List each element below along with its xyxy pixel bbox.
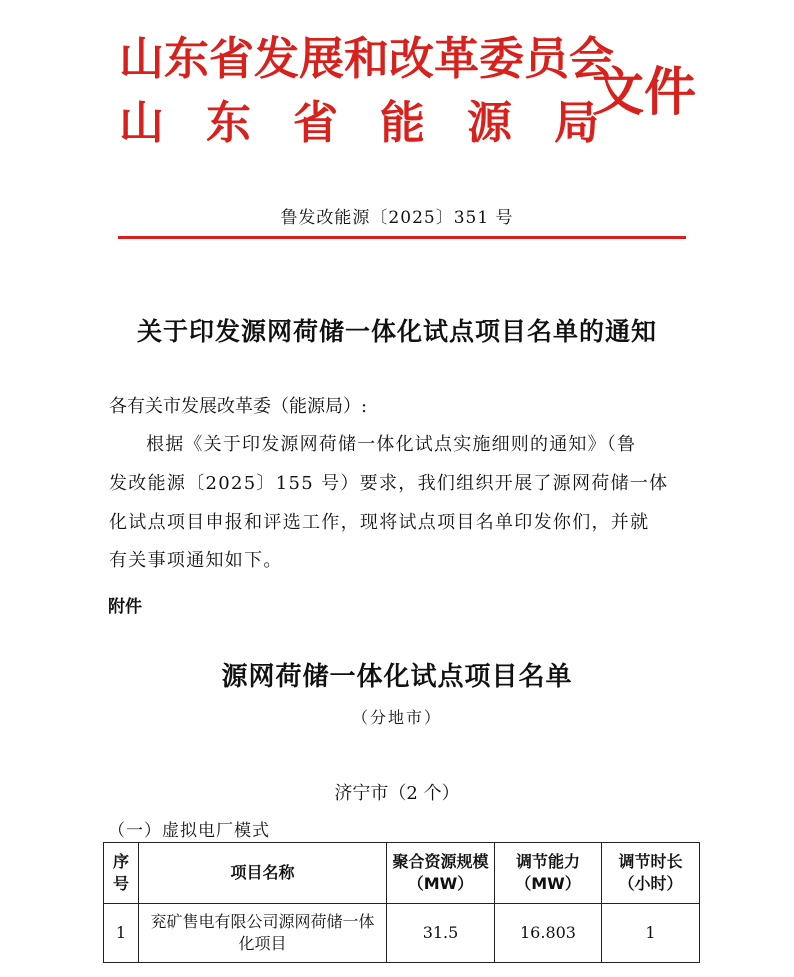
cell-scale: 31.5 [387, 904, 495, 963]
table-row [104, 904, 700, 963]
attachment-label: 附件 [108, 597, 142, 617]
list-title: 源网荷储一体化试点项目名单 [221, 662, 573, 692]
cell-capacity: 16.803 [495, 904, 602, 963]
project-table [103, 842, 700, 963]
body-line: 化试点项目申报和评选工作，现将试点项目名单印发你们，并就 [109, 512, 650, 533]
red-divider [118, 236, 686, 239]
cell-name: 兖矿售电有限公司源网荷储一体化项目 [139, 904, 387, 963]
col-header-index: 序号 [104, 843, 139, 904]
mode-heading: （一）虚拟电厂模式 [108, 821, 270, 841]
col-header-name: 项目名称 [139, 843, 387, 904]
col-header-scale: 聚合资源规模（MW） [387, 843, 495, 904]
body-line: 发改能源〔2025〕155 号）要求，我们组织开展了源网荷储一体 [109, 473, 669, 494]
document-number: 鲁发改能源〔2025〕351 号 [280, 208, 514, 228]
issuer-line-2: 山东省能源局 [119, 96, 642, 149]
notice-title: 关于印发源网荷储一体化试点项目名单的通知 [136, 317, 657, 346]
cell-duration: 1 [602, 904, 700, 963]
col-header-duration: 调节时长（小时） [602, 843, 700, 904]
col-header-capacity: 调节能力（MW） [495, 843, 602, 904]
list-subtitle: （分地市） [351, 708, 442, 727]
salutation: 各有关市发展改革委（能源局）: [109, 396, 368, 417]
table-header-row [104, 843, 700, 904]
body-line: 有关事项通知如下。 [109, 550, 283, 571]
document-suffix: 文件 [592, 62, 697, 123]
issuer-line-1: 山东省发展和改革委员会 [119, 32, 615, 85]
city-heading: 济宁市（2 个） [334, 783, 460, 804]
cell-index: 1 [104, 904, 139, 963]
body-line: 根据《关于印发源网荷储一体化试点实施细则的通知》（鲁 [146, 434, 637, 455]
